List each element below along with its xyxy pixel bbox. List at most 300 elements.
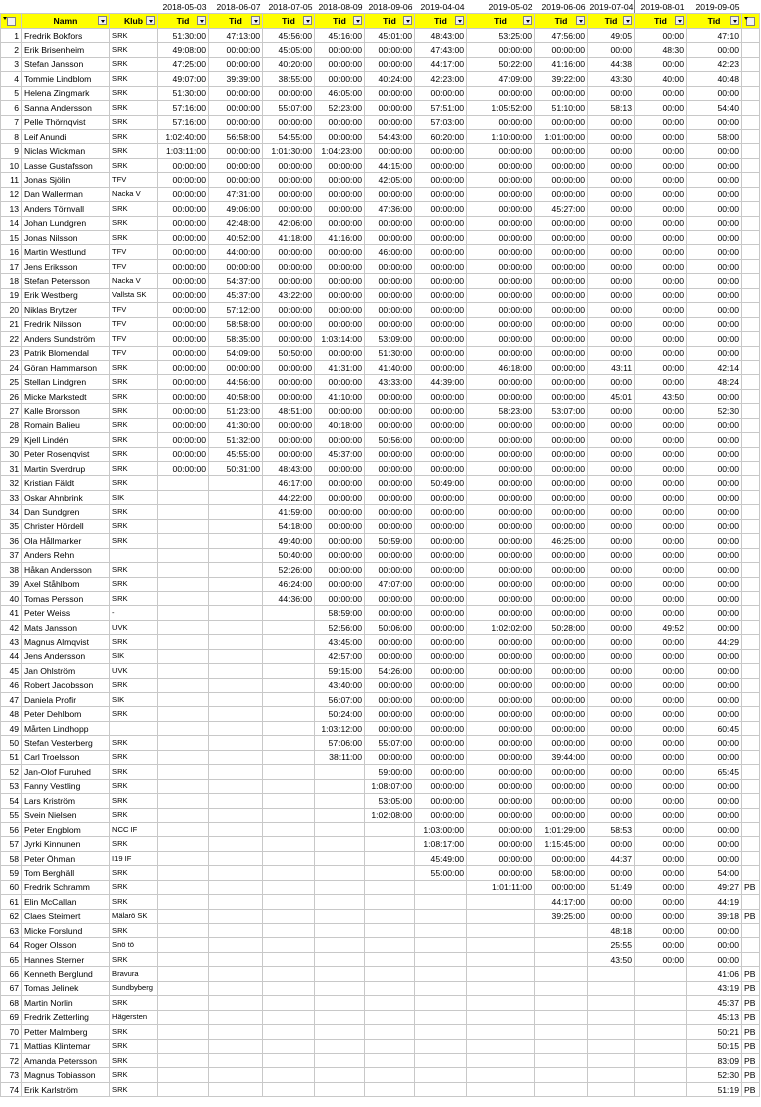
time-cell[interactable] <box>158 750 209 764</box>
time-cell[interactable]: 49:08:00 <box>158 43 209 57</box>
pb-cell[interactable] <box>742 577 760 591</box>
name-cell[interactable]: Leif Anundi <box>22 129 110 143</box>
time-cell[interactable]: 53:25:00 <box>467 28 535 42</box>
time-cell[interactable] <box>158 996 209 1010</box>
time-cell[interactable]: 43:33:00 <box>365 375 415 389</box>
time-cell[interactable]: 00:00:00 <box>415 317 467 331</box>
name-cell[interactable]: Anders Törnvall <box>22 202 110 216</box>
time-cell[interactable]: 00:00:00 <box>209 57 263 71</box>
pb-cell[interactable] <box>742 678 760 692</box>
time-cell[interactable]: 00:00 <box>588 794 635 808</box>
name-cell[interactable]: Stefan Petersson <box>22 274 110 288</box>
club-cell[interactable]: SRK <box>110 360 158 374</box>
row-number-cell[interactable]: 24 <box>1 360 22 374</box>
time-cell[interactable] <box>209 707 263 721</box>
row-number-cell[interactable]: 12 <box>1 187 22 201</box>
name-cell[interactable]: Tommie Lindblom <box>22 72 110 86</box>
time-cell[interactable]: 00:00:00 <box>415 519 467 533</box>
time-cell[interactable] <box>209 476 263 490</box>
pb-cell[interactable] <box>742 620 760 634</box>
time-cell[interactable]: 65:45 <box>687 765 742 779</box>
time-cell[interactable] <box>635 1053 687 1067</box>
time-cell[interactable]: 00:00 <box>687 115 742 129</box>
time-cell[interactable]: 1:10:00:00 <box>467 129 535 143</box>
time-cell[interactable]: 00:00:00 <box>158 245 209 259</box>
time-cell[interactable]: 00:00 <box>588 216 635 230</box>
time-cell[interactable] <box>158 664 209 678</box>
time-cell[interactable]: 00:00 <box>635 202 687 216</box>
name-cell[interactable]: Kalle Brorsson <box>22 404 110 418</box>
time-cell[interactable]: 00:00:00 <box>467 115 535 129</box>
name-cell[interactable]: Mårten Lindhopp <box>22 721 110 735</box>
pb-cell[interactable] <box>742 721 760 735</box>
pb-cell[interactable] <box>742 231 760 245</box>
time-cell[interactable]: 57:12:00 <box>209 303 263 317</box>
time-cell[interactable] <box>158 1053 209 1067</box>
time-cell[interactable]: 1:08:17:00 <box>415 837 467 851</box>
time-cell[interactable]: 00:00 <box>687 563 742 577</box>
time-cell[interactable]: 00:00:00 <box>415 447 467 461</box>
time-cell[interactable]: 00:00 <box>588 563 635 577</box>
row-number-cell[interactable]: 2 <box>1 43 22 57</box>
time-cell[interactable]: 00:00:00 <box>415 563 467 577</box>
time-cell[interactable]: 57:03:00 <box>415 115 467 129</box>
time-cell[interactable]: 00:00 <box>635 895 687 909</box>
time-cell[interactable]: 49:06:00 <box>209 202 263 216</box>
club-cell[interactable]: SRK <box>110 57 158 71</box>
time-cell[interactable]: 00:00:00 <box>467 433 535 447</box>
time-cell[interactable]: 00:00:00 <box>415 750 467 764</box>
time-cell[interactable] <box>209 505 263 519</box>
row-number-cell[interactable]: 64 <box>1 938 22 952</box>
time-cell[interactable]: 00:00:00 <box>315 505 365 519</box>
name-cell[interactable]: Mats Jansson <box>22 620 110 634</box>
time-cell[interactable]: 00:00 <box>687 664 742 678</box>
time-cell[interactable]: 00:00:00 <box>535 462 588 476</box>
row-number-cell[interactable]: 47 <box>1 693 22 707</box>
time-cell[interactable]: 00:00:00 <box>263 375 315 389</box>
time-cell[interactable] <box>315 866 365 880</box>
time-cell[interactable]: 00:00:00 <box>535 144 588 158</box>
time-cell[interactable] <box>209 851 263 865</box>
pb-cell[interactable] <box>742 404 760 418</box>
time-cell[interactable] <box>588 1025 635 1039</box>
time-cell[interactable] <box>315 808 365 822</box>
pb-cell[interactable]: PB <box>742 1025 760 1039</box>
time-cell[interactable]: 00:00:00 <box>158 231 209 245</box>
time-cell[interactable] <box>467 981 535 995</box>
time-cell[interactable]: 00:00:00 <box>315 129 365 143</box>
time-cell[interactable] <box>158 779 209 793</box>
pb-cell[interactable] <box>742 462 760 476</box>
name-cell[interactable]: Magnus Almqvist <box>22 635 110 649</box>
time-cell[interactable] <box>263 1025 315 1039</box>
time-cell[interactable] <box>315 880 365 894</box>
time-cell[interactable]: 00:00:00 <box>365 750 415 764</box>
time-cell[interactable]: 00:00:00 <box>535 274 588 288</box>
time-cell[interactable]: 83:09 <box>687 1053 742 1067</box>
time-cell[interactable]: 00:00:00 <box>535 808 588 822</box>
time-cell[interactable] <box>467 1053 535 1067</box>
time-cell[interactable]: 59:00:00 <box>365 765 415 779</box>
name-cell[interactable]: Jyrki Kinnunen <box>22 837 110 851</box>
name-cell[interactable]: Svein Nielsen <box>22 808 110 822</box>
time-cell[interactable] <box>158 967 209 981</box>
club-cell[interactable]: SRK <box>110 837 158 851</box>
time-cell[interactable]: 51:49 <box>588 880 635 894</box>
row-number-cell[interactable]: 59 <box>1 866 22 880</box>
club-cell[interactable]: - <box>110 606 158 620</box>
time-cell[interactable]: 00:00:00 <box>535 173 588 187</box>
time-cell[interactable]: 00:00 <box>635 259 687 273</box>
row-number-cell[interactable]: 18 <box>1 274 22 288</box>
time-cell[interactable]: 00:00:00 <box>535 635 588 649</box>
time-cell[interactable]: 00:00 <box>687 303 742 317</box>
time-cell[interactable] <box>315 1082 365 1096</box>
time-cell[interactable]: 43:50 <box>635 389 687 403</box>
time-cell[interactable]: 00:00 <box>588 173 635 187</box>
time-cell[interactable] <box>263 837 315 851</box>
time-cell[interactable] <box>588 981 635 995</box>
time-cell[interactable]: 00:00:00 <box>467 591 535 605</box>
time-cell[interactable]: 43:50 <box>588 952 635 966</box>
time-cell[interactable]: 00:00:00 <box>415 187 467 201</box>
time-cell[interactable] <box>209 750 263 764</box>
time-cell[interactable]: 45:37:00 <box>315 447 365 461</box>
row-number-cell[interactable]: 70 <box>1 1025 22 1039</box>
time-cell[interactable] <box>315 909 365 923</box>
time-cell[interactable]: 00:00:00 <box>315 317 365 331</box>
time-cell[interactable] <box>209 866 263 880</box>
time-cell[interactable]: 00:00:00 <box>535 490 588 504</box>
time-cell[interactable]: 00:00 <box>635 707 687 721</box>
time-cell[interactable]: 00:00:00 <box>535 360 588 374</box>
time-cell[interactable]: 00:00:00 <box>467 721 535 735</box>
time-cell[interactable]: 58:58:00 <box>209 317 263 331</box>
time-cell[interactable]: 00:00:00 <box>467 317 535 331</box>
club-cell[interactable]: Nacka V <box>110 187 158 201</box>
time-cell[interactable]: 00:00 <box>635 86 687 100</box>
name-cell[interactable]: Patrik Blomendal <box>22 346 110 360</box>
time-cell[interactable]: 00:00 <box>588 158 635 172</box>
time-cell[interactable] <box>635 1068 687 1082</box>
club-cell[interactable]: SRK <box>110 447 158 461</box>
time-cell[interactable]: 00:00 <box>588 490 635 504</box>
time-cell[interactable] <box>158 837 209 851</box>
time-cell[interactable]: 00:00 <box>635 563 687 577</box>
time-cell[interactable]: 00:00 <box>635 519 687 533</box>
time-cell[interactable] <box>588 1082 635 1096</box>
time-cell[interactable]: 00:00:00 <box>467 43 535 57</box>
time-cell[interactable]: 50:59:00 <box>365 534 415 548</box>
name-cell[interactable]: Jonas Nilsson <box>22 231 110 245</box>
time-cell[interactable]: 00:00:00 <box>535 476 588 490</box>
filter-dropdown-icon[interactable] <box>523 16 532 25</box>
name-cell[interactable]: Stefan Jansson <box>22 57 110 71</box>
time-cell[interactable]: 00:00:00 <box>365 144 415 158</box>
time-cell[interactable]: 00:00:00 <box>415 808 467 822</box>
time-cell[interactable]: 00:00:00 <box>365 563 415 577</box>
time-cell[interactable]: 00:00 <box>588 418 635 432</box>
time-cell[interactable] <box>315 1053 365 1067</box>
time-cell[interactable]: 00:00:00 <box>365 187 415 201</box>
time-cell[interactable]: 44:17:00 <box>415 57 467 71</box>
time-cell[interactable]: 58:35:00 <box>209 332 263 346</box>
row-number-cell[interactable]: 52 <box>1 765 22 779</box>
time-cell[interactable] <box>315 895 365 909</box>
time-cell[interactable]: 47:07:00 <box>365 577 415 591</box>
pb-cell[interactable] <box>742 837 760 851</box>
pb-cell[interactable] <box>742 519 760 533</box>
time-cell[interactable] <box>315 1010 365 1024</box>
time-cell[interactable]: 00:00:00 <box>415 389 467 403</box>
club-cell[interactable]: Vallsta SK <box>110 288 158 302</box>
time-cell[interactable]: 00:00:00 <box>467 505 535 519</box>
time-cell[interactable]: 00:00:00 <box>535 43 588 57</box>
time-cell[interactable]: 1:03:11:00 <box>158 144 209 158</box>
club-cell[interactable]: SRK <box>110 158 158 172</box>
pb-cell[interactable] <box>742 693 760 707</box>
time-cell[interactable]: 00:00:00 <box>315 245 365 259</box>
time-cell[interactable] <box>467 952 535 966</box>
time-cell[interactable] <box>365 909 415 923</box>
time-cell[interactable]: 50:40:00 <box>263 548 315 562</box>
time-cell[interactable]: 00:00:00 <box>467 606 535 620</box>
time-cell[interactable] <box>158 981 209 995</box>
time-cell[interactable]: 44:15:00 <box>365 158 415 172</box>
time-cell[interactable]: 00:00:00 <box>415 736 467 750</box>
name-cell[interactable]: Petter Malmberg <box>22 1025 110 1039</box>
time-cell[interactable]: 00:00:00 <box>158 158 209 172</box>
filter-dropdown-icon[interactable] <box>675 16 684 25</box>
time-cell[interactable] <box>209 577 263 591</box>
time-cell[interactable]: 00:00:00 <box>263 86 315 100</box>
club-cell[interactable]: TFV <box>110 346 158 360</box>
time-cell[interactable] <box>467 1010 535 1024</box>
time-cell[interactable]: 00:00:00 <box>535 245 588 259</box>
time-cell[interactable]: 00:00 <box>588 909 635 923</box>
time-cell[interactable]: 00:00:00 <box>415 303 467 317</box>
time-cell[interactable] <box>415 924 467 938</box>
club-cell[interactable]: NCC IF <box>110 822 158 836</box>
time-cell[interactable]: 00:00:00 <box>365 693 415 707</box>
time-cell[interactable]: 00:00 <box>687 317 742 331</box>
time-cell[interactable]: 49:27 <box>687 880 742 894</box>
club-cell[interactable]: TFV <box>110 317 158 331</box>
club-cell[interactable]: SRK <box>110 635 158 649</box>
club-cell[interactable]: SRK <box>110 1082 158 1096</box>
time-cell[interactable] <box>158 851 209 865</box>
pb-cell[interactable]: PB <box>742 1010 760 1024</box>
time-cell[interactable] <box>158 895 209 909</box>
time-cell[interactable]: 00:00:00 <box>315 577 365 591</box>
time-cell[interactable] <box>209 1039 263 1053</box>
time-cell[interactable]: 00:00:00 <box>535 389 588 403</box>
time-cell[interactable] <box>209 534 263 548</box>
pb-cell[interactable] <box>742 303 760 317</box>
time-cell[interactable] <box>209 981 263 995</box>
name-cell[interactable]: Anders Sundström <box>22 332 110 346</box>
club-cell[interactable] <box>110 548 158 562</box>
time-cell[interactable]: 00:00:00 <box>263 433 315 447</box>
time-cell[interactable]: 00:00:00 <box>158 259 209 273</box>
time-cell[interactable]: 44:19 <box>687 895 742 909</box>
time-cell[interactable] <box>635 996 687 1010</box>
row-number-cell[interactable]: 58 <box>1 851 22 865</box>
time-cell[interactable] <box>467 895 535 909</box>
time-cell[interactable] <box>588 996 635 1010</box>
row-number-cell[interactable]: 25 <box>1 375 22 389</box>
row-number-cell[interactable]: 43 <box>1 635 22 649</box>
row-number-cell[interactable]: 33 <box>1 490 22 504</box>
row-number-cell[interactable]: 53 <box>1 779 22 793</box>
time-cell[interactable]: 00:00 <box>635 245 687 259</box>
time-cell[interactable]: 00:00 <box>635 591 687 605</box>
time-cell[interactable]: 00:00:00 <box>263 447 315 461</box>
time-cell[interactable]: 00:00:00 <box>415 216 467 230</box>
time-cell[interactable]: 00:00:00 <box>535 548 588 562</box>
time-cell[interactable]: 46:18:00 <box>467 360 535 374</box>
time-cell[interactable]: 00:00:00 <box>263 360 315 374</box>
time-cell[interactable]: 00:00 <box>635 303 687 317</box>
club-cell[interactable]: SRK <box>110 1025 158 1039</box>
row-number-cell[interactable]: 3 <box>1 57 22 71</box>
time-cell[interactable] <box>209 649 263 663</box>
time-cell[interactable]: 00:00:00 <box>415 664 467 678</box>
time-cell[interactable]: 00:00 <box>588 303 635 317</box>
time-cell[interactable]: 00:00 <box>588 519 635 533</box>
time-cell[interactable]: 1:05:52:00 <box>467 101 535 115</box>
time-cell[interactable]: 00:00 <box>687 693 742 707</box>
time-cell[interactable] <box>158 534 209 548</box>
time-cell[interactable]: 00:00 <box>687 808 742 822</box>
time-cell[interactable]: 00:00:00 <box>415 490 467 504</box>
time-cell[interactable]: 00:00:00 <box>209 158 263 172</box>
time-cell[interactable]: 00:00 <box>687 245 742 259</box>
club-cell[interactable]: Snö tö <box>110 938 158 952</box>
time-cell[interactable]: 00:00:00 <box>415 548 467 562</box>
row-number-cell[interactable]: 31 <box>1 462 22 476</box>
club-cell[interactable]: SRK <box>110 765 158 779</box>
club-cell[interactable]: SRK <box>110 72 158 86</box>
time-cell[interactable]: 00:00:00 <box>263 259 315 273</box>
time-cell[interactable]: 00:00:00 <box>535 851 588 865</box>
time-cell[interactable] <box>315 924 365 938</box>
time-cell[interactable]: 00:00 <box>635 678 687 692</box>
time-cell[interactable]: 44:00:00 <box>209 245 263 259</box>
time-cell[interactable] <box>315 837 365 851</box>
time-cell[interactable] <box>209 1068 263 1082</box>
club-cell[interactable]: SRK <box>110 1068 158 1082</box>
time-cell[interactable] <box>635 1025 687 1039</box>
time-cell[interactable] <box>158 519 209 533</box>
time-cell[interactable]: 00:00:00 <box>158 418 209 432</box>
time-cell[interactable]: 53:07:00 <box>535 404 588 418</box>
time-cell[interactable] <box>415 967 467 981</box>
time-cell[interactable]: 00:00:00 <box>315 202 365 216</box>
time-cell[interactable]: 00:00 <box>687 837 742 851</box>
time-cell[interactable]: 00:00:00 <box>535 231 588 245</box>
time-cell[interactable]: 49:52 <box>635 620 687 634</box>
time-cell[interactable]: 00:00 <box>588 346 635 360</box>
time-cell[interactable]: 50:31:00 <box>209 462 263 476</box>
time-cell[interactable]: 00:00:00 <box>535 187 588 201</box>
filter-dropdown-icon[interactable] <box>98 16 107 25</box>
pb-cell[interactable] <box>742 649 760 663</box>
time-cell[interactable] <box>209 548 263 562</box>
time-cell[interactable]: 00:00:00 <box>263 187 315 201</box>
time-cell[interactable] <box>467 1039 535 1053</box>
club-cell[interactable]: Sundbyberg <box>110 981 158 995</box>
row-number-cell[interactable]: 1 <box>1 28 22 42</box>
time-cell[interactable]: 56:07:00 <box>315 693 365 707</box>
time-cell[interactable]: 00:00:00 <box>415 144 467 158</box>
time-cell[interactable] <box>209 635 263 649</box>
pb-cell[interactable] <box>742 505 760 519</box>
time-cell[interactable]: 58:13 <box>588 101 635 115</box>
time-cell[interactable] <box>535 1025 588 1039</box>
time-cell[interactable] <box>158 938 209 952</box>
time-cell[interactable]: 00:00:00 <box>415 433 467 447</box>
time-cell[interactable]: 00:00:00 <box>158 447 209 461</box>
time-cell[interactable]: 00:00 <box>687 779 742 793</box>
time-cell[interactable]: 00:00:00 <box>365 707 415 721</box>
club-cell[interactable]: SRK <box>110 115 158 129</box>
time-cell[interactable]: 52:23:00 <box>315 101 365 115</box>
time-cell[interactable]: 1:01:11:00 <box>467 880 535 894</box>
time-cell[interactable]: 58:23:00 <box>467 404 535 418</box>
time-cell[interactable]: 00:00:00 <box>158 404 209 418</box>
time-cell[interactable] <box>365 996 415 1010</box>
time-cell[interactable] <box>263 707 315 721</box>
time-cell[interactable]: 00:00:00 <box>467 418 535 432</box>
time-cell[interactable]: 00:00 <box>635 418 687 432</box>
time-cell[interactable]: 00:00 <box>687 938 742 952</box>
row-number-cell[interactable]: 17 <box>1 259 22 273</box>
pb-cell[interactable] <box>742 563 760 577</box>
row-number-cell[interactable]: 27 <box>1 404 22 418</box>
pb-cell[interactable]: PB <box>742 909 760 923</box>
name-cell[interactable]: Fredrik Schramm <box>22 880 110 894</box>
pb-cell[interactable] <box>742 259 760 273</box>
time-cell[interactable]: 58:53 <box>588 822 635 836</box>
time-cell[interactable]: 00:00 <box>588 115 635 129</box>
time-cell[interactable] <box>209 822 263 836</box>
time-cell[interactable]: 00:00:00 <box>315 490 365 504</box>
time-cell[interactable]: 00:00:00 <box>535 649 588 663</box>
time-cell[interactable] <box>263 635 315 649</box>
row-number-cell[interactable]: 57 <box>1 837 22 851</box>
time-cell[interactable]: 00:00:00 <box>158 433 209 447</box>
row-number-cell[interactable]: 20 <box>1 303 22 317</box>
time-cell[interactable]: 00:00:00 <box>467 375 535 389</box>
time-cell[interactable]: 47:13:00 <box>209 28 263 42</box>
time-cell[interactable]: 00:00:00 <box>467 288 535 302</box>
time-cell[interactable] <box>467 909 535 923</box>
time-cell[interactable]: 00:00 <box>588 721 635 735</box>
time-cell[interactable]: 00:00 <box>687 519 742 533</box>
time-cell[interactable]: 00:00:00 <box>315 72 365 86</box>
time-cell[interactable] <box>158 1039 209 1053</box>
time-cell[interactable]: 00:00:00 <box>535 707 588 721</box>
time-cell[interactable]: 00:00 <box>635 115 687 129</box>
time-cell[interactable]: 42:14 <box>687 360 742 374</box>
time-cell[interactable]: 00:00 <box>687 144 742 158</box>
row-number-cell[interactable]: 67 <box>1 981 22 995</box>
pb-cell[interactable] <box>742 360 760 374</box>
club-cell[interactable]: I19 IF <box>110 851 158 865</box>
time-cell[interactable]: 42:23:00 <box>415 72 467 86</box>
